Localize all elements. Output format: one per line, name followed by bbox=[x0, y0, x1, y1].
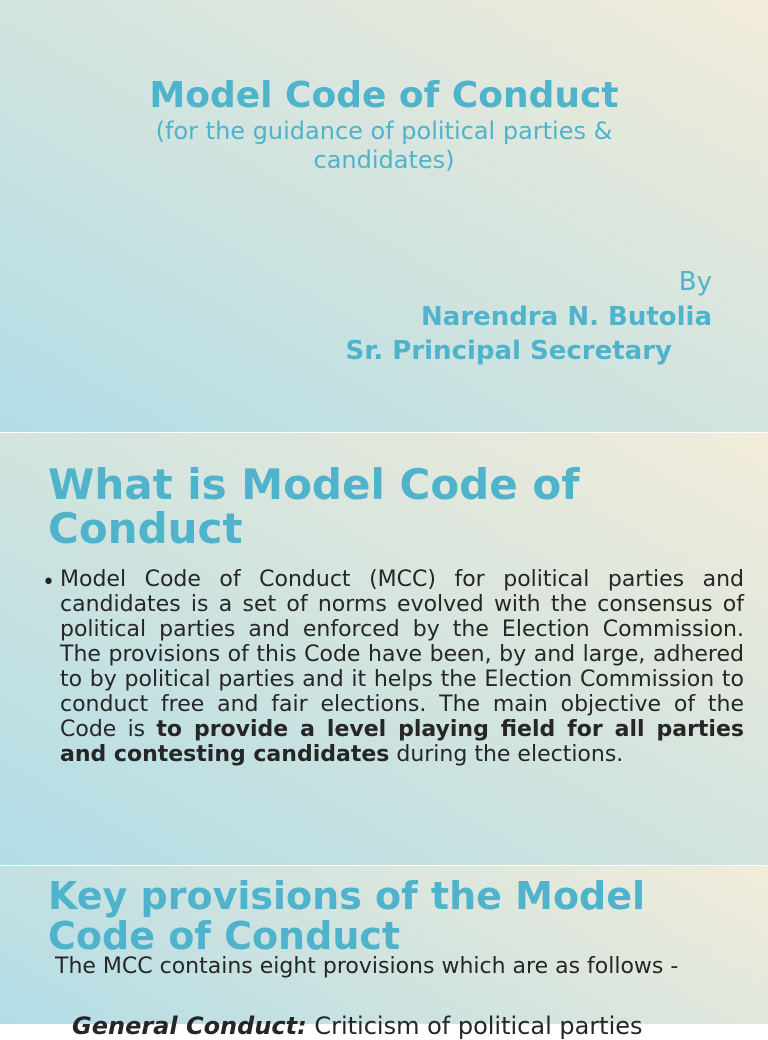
bullet-mark: • bbox=[42, 570, 55, 595]
slide-heading: What is Model Code of Conduct bbox=[48, 460, 580, 553]
paragraph-text: Model Code of Conduct (MCC) for political parties and candidates is a set of norms evolved with the consensus of political parties and enforced by the Election Commission. The provisions of this Code have been, by and large, adhered to by political parties and it helps the Election Commission to conduct free and fair elections. The main objective of the Code is bbox=[60, 567, 744, 742]
provisions-slide bbox=[0, 866, 768, 1040]
provision-text: Criticism of political parties bbox=[306, 1012, 643, 1040]
provision-item bbox=[72, 1012, 752, 1040]
presentation-subtitle: (for the guidance of political parties & candidates) bbox=[155, 117, 613, 174]
author-role: Sr. Principal Secretary bbox=[345, 336, 672, 366]
slide-heading: Key provisions of the Model Code of Conduct bbox=[48, 874, 646, 958]
by-label: By bbox=[678, 267, 712, 297]
provision-label: General Conduct: bbox=[72, 1012, 307, 1040]
intro-paragraph: The MCC contains eight provisions which are as follows - bbox=[55, 954, 679, 979]
paragraph-emphasis: to provide a level playing field for all parties and contesting candidates bbox=[60, 717, 744, 767]
author-name: Narendra N. Butolia bbox=[421, 302, 712, 332]
definition-paragraph bbox=[60, 567, 744, 767]
paragraph-tail: during the elections. bbox=[389, 742, 624, 767]
definition-slide bbox=[0, 433, 768, 865]
presentation-title: Model Code of Conduct bbox=[149, 75, 619, 116]
title-slide bbox=[0, 0, 768, 432]
